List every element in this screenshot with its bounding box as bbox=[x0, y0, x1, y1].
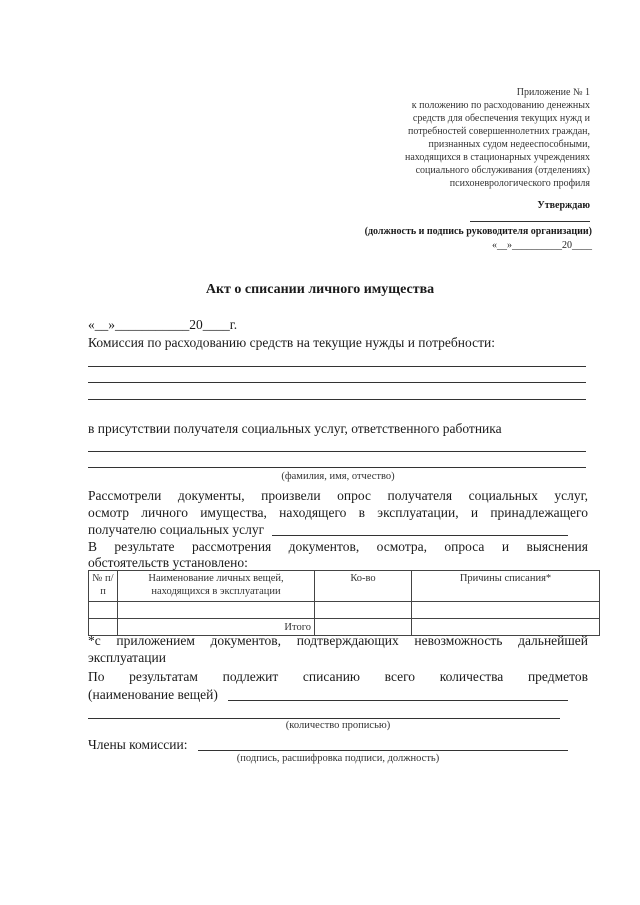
presence-line-2[interactable] bbox=[88, 467, 586, 468]
members-caption: (подпись, расшифровка подписи, должность) bbox=[236, 753, 440, 764]
members-label: Члены комиссии: bbox=[88, 737, 188, 752]
appendix-line: социального обслуживания (отделениях) bbox=[415, 165, 590, 176]
appendix-line: психоневрологического профиля bbox=[449, 178, 590, 189]
table-cell[interactable] bbox=[315, 602, 412, 619]
fio-caption: (фамилия, имя, отчество) bbox=[281, 471, 395, 482]
page-title: Акт о списании личного имущества bbox=[205, 282, 435, 297]
commission-line-2[interactable] bbox=[88, 382, 586, 383]
table-cell[interactable] bbox=[118, 602, 315, 619]
appendix-line: потребностей совершеннолетних граждан, bbox=[407, 126, 590, 137]
commission-text: Комиссия по расходованию средств на текущие нужды и потребности: bbox=[88, 335, 495, 350]
appendix-line: признанных судом недееспособными, bbox=[428, 139, 590, 150]
approval-date-line: «__»__________20____ bbox=[492, 240, 592, 251]
col-qty-header: Ко-во bbox=[315, 571, 412, 602]
table-cell[interactable] bbox=[412, 602, 600, 619]
commission-line-1[interactable] bbox=[88, 366, 586, 367]
items-fill-line[interactable] bbox=[228, 700, 568, 701]
table-header-row bbox=[89, 571, 600, 602]
presence-text: в присутствии получателя социальных услуг, ответственного работника bbox=[88, 421, 502, 436]
appendix-line: Приложение № 1 bbox=[516, 87, 590, 98]
reviewed-line-2: осмотр личного имущества, находящего в эксплуатации, и принадлежащего bbox=[88, 505, 588, 520]
approval-position-note: (должность и подпись руководителя организации) bbox=[364, 226, 592, 237]
result-line-1: В результате рассмотрения документов, осмотра, опроса и выяснения bbox=[88, 539, 588, 554]
col-num-header: № п/п bbox=[89, 571, 118, 602]
quantity-caption: (количество прописью) bbox=[285, 720, 391, 731]
col-reason-header: Причины списания* bbox=[412, 571, 600, 602]
table-cell[interactable] bbox=[89, 602, 118, 619]
approval-signature-line[interactable] bbox=[470, 220, 590, 222]
appendix-line: находящихся в стационарных учреждениях bbox=[405, 152, 590, 163]
presence-line-1[interactable] bbox=[88, 451, 586, 452]
result-line-2: обстоятельств установлено: bbox=[88, 555, 248, 570]
footnote-line-1: *с приложением документов, подтверждающих невозможность дальнейшей bbox=[88, 633, 588, 648]
reviewed-line-3: получателю социальных услуг bbox=[88, 522, 265, 537]
table-row bbox=[89, 602, 600, 619]
writeoff-line-2: (наименование вещей) bbox=[88, 687, 218, 702]
items-table bbox=[88, 570, 600, 636]
commission-line-3[interactable] bbox=[88, 399, 586, 400]
act-date-line: «__»___________20____г. bbox=[88, 317, 238, 332]
col-name-header: Наименование личных вещей, находящихся в эксплуатации bbox=[118, 571, 315, 602]
total-label: Итого bbox=[118, 619, 315, 636]
appendix-line: средств для обеспечения текущих нужд и bbox=[412, 113, 590, 124]
recipient-fill-line[interactable] bbox=[272, 535, 568, 536]
reviewed-line-1: Рассмотрели документы, произвели опрос получателя социальных услуг, bbox=[88, 488, 588, 503]
members-fill-line[interactable] bbox=[198, 750, 568, 751]
approval-label: Утверждаю bbox=[537, 200, 590, 211]
writeoff-line-1: По результатам подлежит списанию всего количества предметов bbox=[88, 669, 588, 684]
quantity-fill-line[interactable] bbox=[88, 718, 560, 719]
appendix-header bbox=[330, 86, 590, 190]
appendix-line: к положению по расходованию денежных bbox=[411, 100, 590, 111]
footnote-line-2: эксплуатации bbox=[88, 650, 166, 665]
